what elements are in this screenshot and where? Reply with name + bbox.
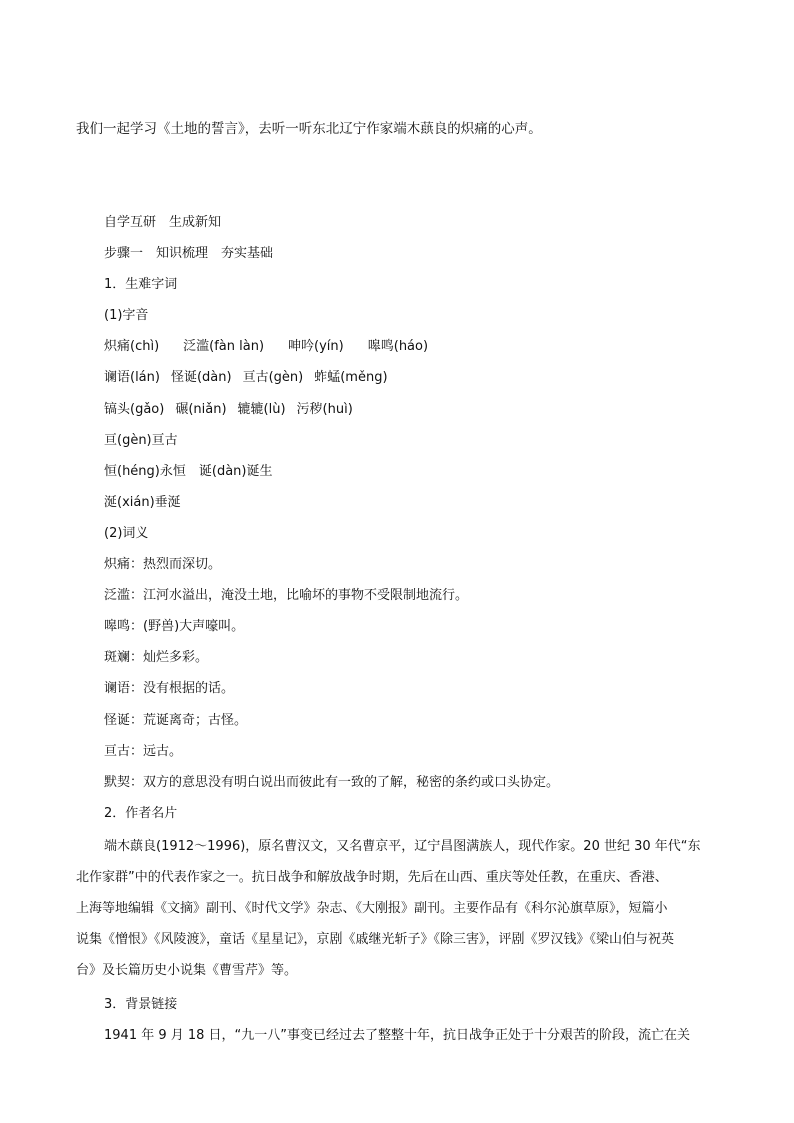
- meaning-entry: 谰语：没有根据的话。: [104, 681, 235, 697]
- item-heading-background: 3．背景链接: [104, 997, 178, 1012]
- pron-entry: 呻吟(yín): [288, 339, 344, 355]
- sub-heading-meaning: (2)词义: [104, 525, 149, 541]
- study-content: [104, 212, 744, 834]
- author-paragraph: [76, 831, 740, 986]
- pron-entry: 嗥鸣(háo): [367, 339, 429, 355]
- pronunciation-row: [104, 336, 744, 367]
- author-line: 北作家群”中的代表作家之一。抗日战争和解放战争时期，先后在山西、重庆等处任教，在重庆、香港、: [76, 870, 668, 885]
- homophone-line: 恒(héng)永恒 诞(dàn)诞生: [104, 463, 273, 479]
- pron-entry: 污秽(huì): [296, 401, 353, 417]
- meaning-entry: 亘古：远古。: [104, 743, 183, 759]
- author-line: 台》及长篇历史小说集《曹雪芹》等。: [76, 963, 298, 978]
- pronunciation-row: [104, 367, 744, 398]
- author-line: 端木蕻良(1912～1996)，原名曹汉文，又名曹京平，辽宁昌图满族人，现代作家。20 世纪 30 年代“东: [104, 839, 701, 854]
- pron-entry: 泛滥(fàn làn): [183, 339, 265, 355]
- item-heading-vocab: 1．生难字词: [104, 277, 178, 293]
- section-title: 自学互研 生成新知: [104, 215, 222, 230]
- pron-entry: 辘辘(lù): [237, 401, 286, 417]
- author-line: 上海等地编辑《文摘》副刊、《时代文学》杂志、《大刚报》副刊。主要作品有《科尔沁旗草原》，短篇小: [76, 901, 668, 916]
- meaning-entry: 默契：双方的意思没有明白说出而彼此有一致的了解，秘密的条约或口头协定。: [104, 774, 560, 790]
- meaning-entry: 斑斓：灿烂多彩。: [104, 650, 209, 666]
- meaning-entry: 炽痛：热烈而深切。: [104, 557, 222, 573]
- sub-heading-pronunciation: (1)字音: [104, 308, 149, 324]
- item-heading-author: 2．作者名片: [104, 805, 178, 821]
- step-heading: 步骤一 知识梳理 夯实基础: [104, 246, 274, 262]
- pron-entry: 蚱蜢(měng): [314, 370, 388, 386]
- pron-entry: 谰语(lán): [104, 370, 160, 386]
- intro-text: 我们一起学习《土地的誓言》，去听一听东北辽宁作家端木蕻良的炽痛的心声。: [76, 121, 542, 137]
- pron-entry: 镐头(gǎo): [104, 401, 165, 417]
- author-line: 说集《憎恨》《风陵渡》，童话《星星记》，京剧《戚继光斩子》《除三害》，评剧《罗汉钱》《梁山伯与祝英: [76, 932, 675, 947]
- meaning-entry: 怪诞：荒诞离奇；古怪。: [104, 712, 248, 728]
- homophone-line: 亘(gèn)亘古: [104, 432, 178, 448]
- pron-entry: 怪诞(dàn): [170, 370, 232, 386]
- pron-entry: 炽痛(chì): [104, 339, 160, 355]
- pronunciation-row: [104, 399, 744, 430]
- pron-entry: 亘古(gèn): [242, 370, 304, 386]
- meaning-entry: 泛滥：江河水溢出，淹没土地，比喻坏的事物不受限制地流行。: [104, 588, 469, 604]
- homophone-line: 涎(xián)垂涎: [104, 494, 181, 510]
- pron-entry: 碾(niǎn): [175, 401, 227, 417]
- meaning-entry: 嗥鸣：(野兽)大声嚎叫。: [104, 619, 245, 635]
- background-text: 1941 年 9 月 18 日，“九一八”事变已经过去了整整十年，抗日战争正处于十分艰苦的阶段，流亡在关: [104, 1028, 691, 1043]
